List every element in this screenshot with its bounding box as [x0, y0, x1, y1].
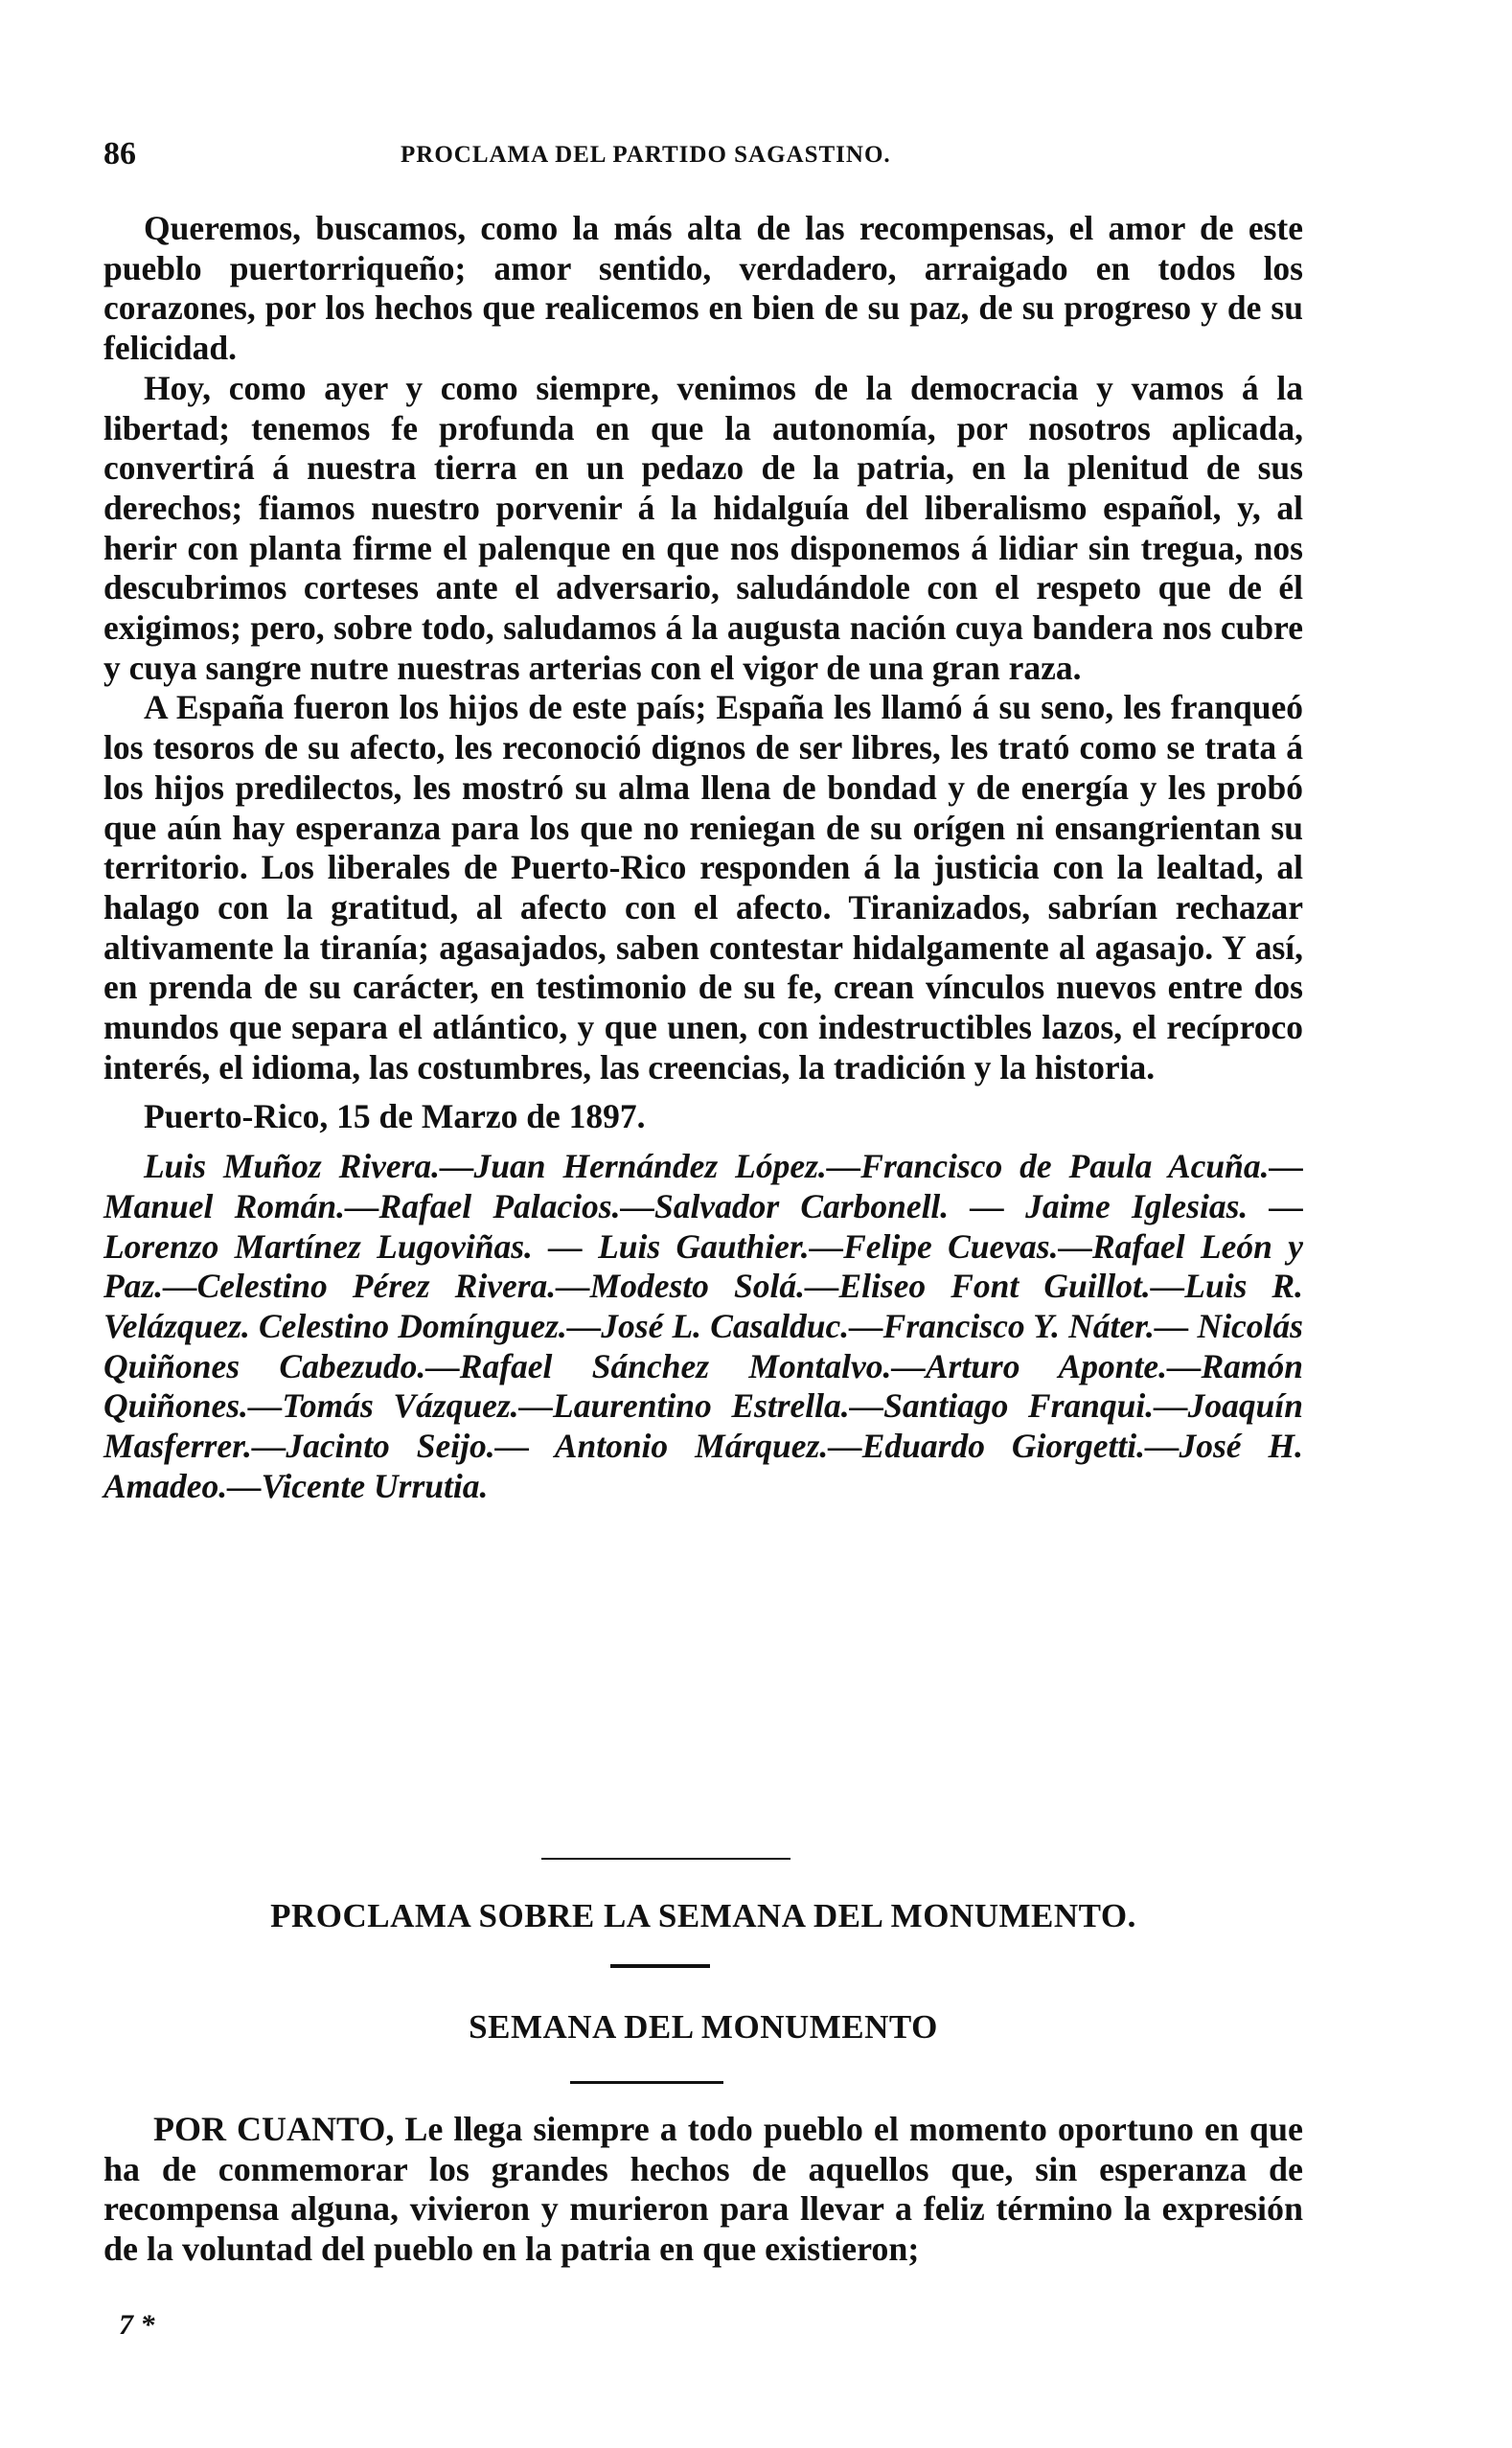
section-title: PROCLAMA SOBRE LA SEMANA DEL MONUMENTO.: [270, 1897, 1136, 1934]
signatories-list: Luis Muñoz Rivera.—Juan Hernández López.—Francisco de Paula Acuña.—Manuel Román.—Rafael Palacios.—Salvador Carbonell. — Jaime Iglesias. — Lorenzo Martínez Lugoviñas. — Luis Gauthier.—Felipe Cuevas.—Rafael León y Paz.—Celestino Pérez Rivera.—Modesto Solá.—Eliseo Font Guillot.—Luis R. Velázquez. Celestino Domínguez.—José L. Casalduc.—Francisco Y. Náter.— Nicolás Quiñones Cabezudo.—Rafael Sánchez Montalvo.—Arturo Aponte.—Ramón Quiñones.—Tomás Vázquez.—Laurentino Estrella.—Santiago Franqui.—Joaquín Masferrer.—Jacinto Seijo.— Antonio Márquez.—Eduardo Giorgetti.—José H. Amadeo.—Vicente Urrutia.: [103, 1147, 1303, 1505]
running-head: PROCLAMA DEL PARTIDO SAGASTINO.: [401, 142, 891, 168]
divider-rule: [541, 1858, 790, 1860]
paragraph-1: Queremos, buscamos, como la más alta de las recompensas, el amor de este pueblo puertorriqueño; amor sentido, verdadero, arraigado en todos los corazones, por los hechos que realicemos en bien de su paz, de su progreso y de su felicidad.: [103, 209, 1303, 368]
section-subtitle: SEMANA DEL MONUMENTO: [469, 2008, 938, 2046]
divider-rule: [610, 1964, 710, 1968]
page-header: [103, 136, 1301, 178]
printer-signature-mark: 7 *: [119, 2309, 155, 2341]
paragraph-2: Hoy, como ayer y como siempre, venimos de la democracia y vamos á la libertad; tenemos fe profunda en que la autonomía, por nosotros aplicada, convertirá á nuestra tierra en un pedazo de la patria, en la plenitud de sus derechos; fiamos nuestro porvenir á la hidalguía del liberalismo español, y, al herir con planta firme el palenque en que nos disponemos á lidiar sin tregua, nos descubrimos corteses ante el adversario, saludándole con el respeto que de él exigimos; pero, sobre todo, saludamos á la augusta nación cuya bandera nos cubre y cuya sangre nutre nuestras arterias con el vigor de una gran raza.: [103, 368, 1303, 687]
paragraph-3: A España fueron los hijos de este país; España les llamó á su seno, les franqueó los tesoros de su afecto, les reconoció dignos de ser libres, les trató como se trata á los hijos predilectos, les mostró su alma llena de bondad y de energía y les probó que aún hay esperanza para los que no reniegan de su orígen ni ensangrientan su territorio. Los liberales de Puerto-Rico responden á la justicia con la lealtad, al halago con la gratitud, al afecto con el afecto. Tiranizados, sabrían rechazar altivamente la tiranía; agasajados, saben contestar hidalgamente al agasajo. Y así, en prenda de su carácter, en testimonio de su fe, crean vínculos nuevos entre dos mundos que separa el atlántico, y que unen, con indestructibles lazos, el recíproco interés, el idioma, las costumbres, las creencias, la tradición y la historia.: [103, 688, 1303, 1087]
dateline: Puerto-Rico, 15 de Marzo de 1897.: [144, 1097, 646, 1136]
page-number: 86: [103, 136, 136, 172]
divider-rule: [570, 2081, 723, 2084]
por-cuanto-paragraph: POR CUANTO, Le llega siempre a todo pueblo el momento oportuno en que ha de conmemorar los grandes hechos de aquellos que, sin esperanza de recompensa alguna, vivieron y murieron para llevar a feliz término la expresión de la voluntad del pueblo en la patria en que existieron;: [103, 2110, 1303, 2268]
proclamation-body: [103, 209, 1303, 1507]
